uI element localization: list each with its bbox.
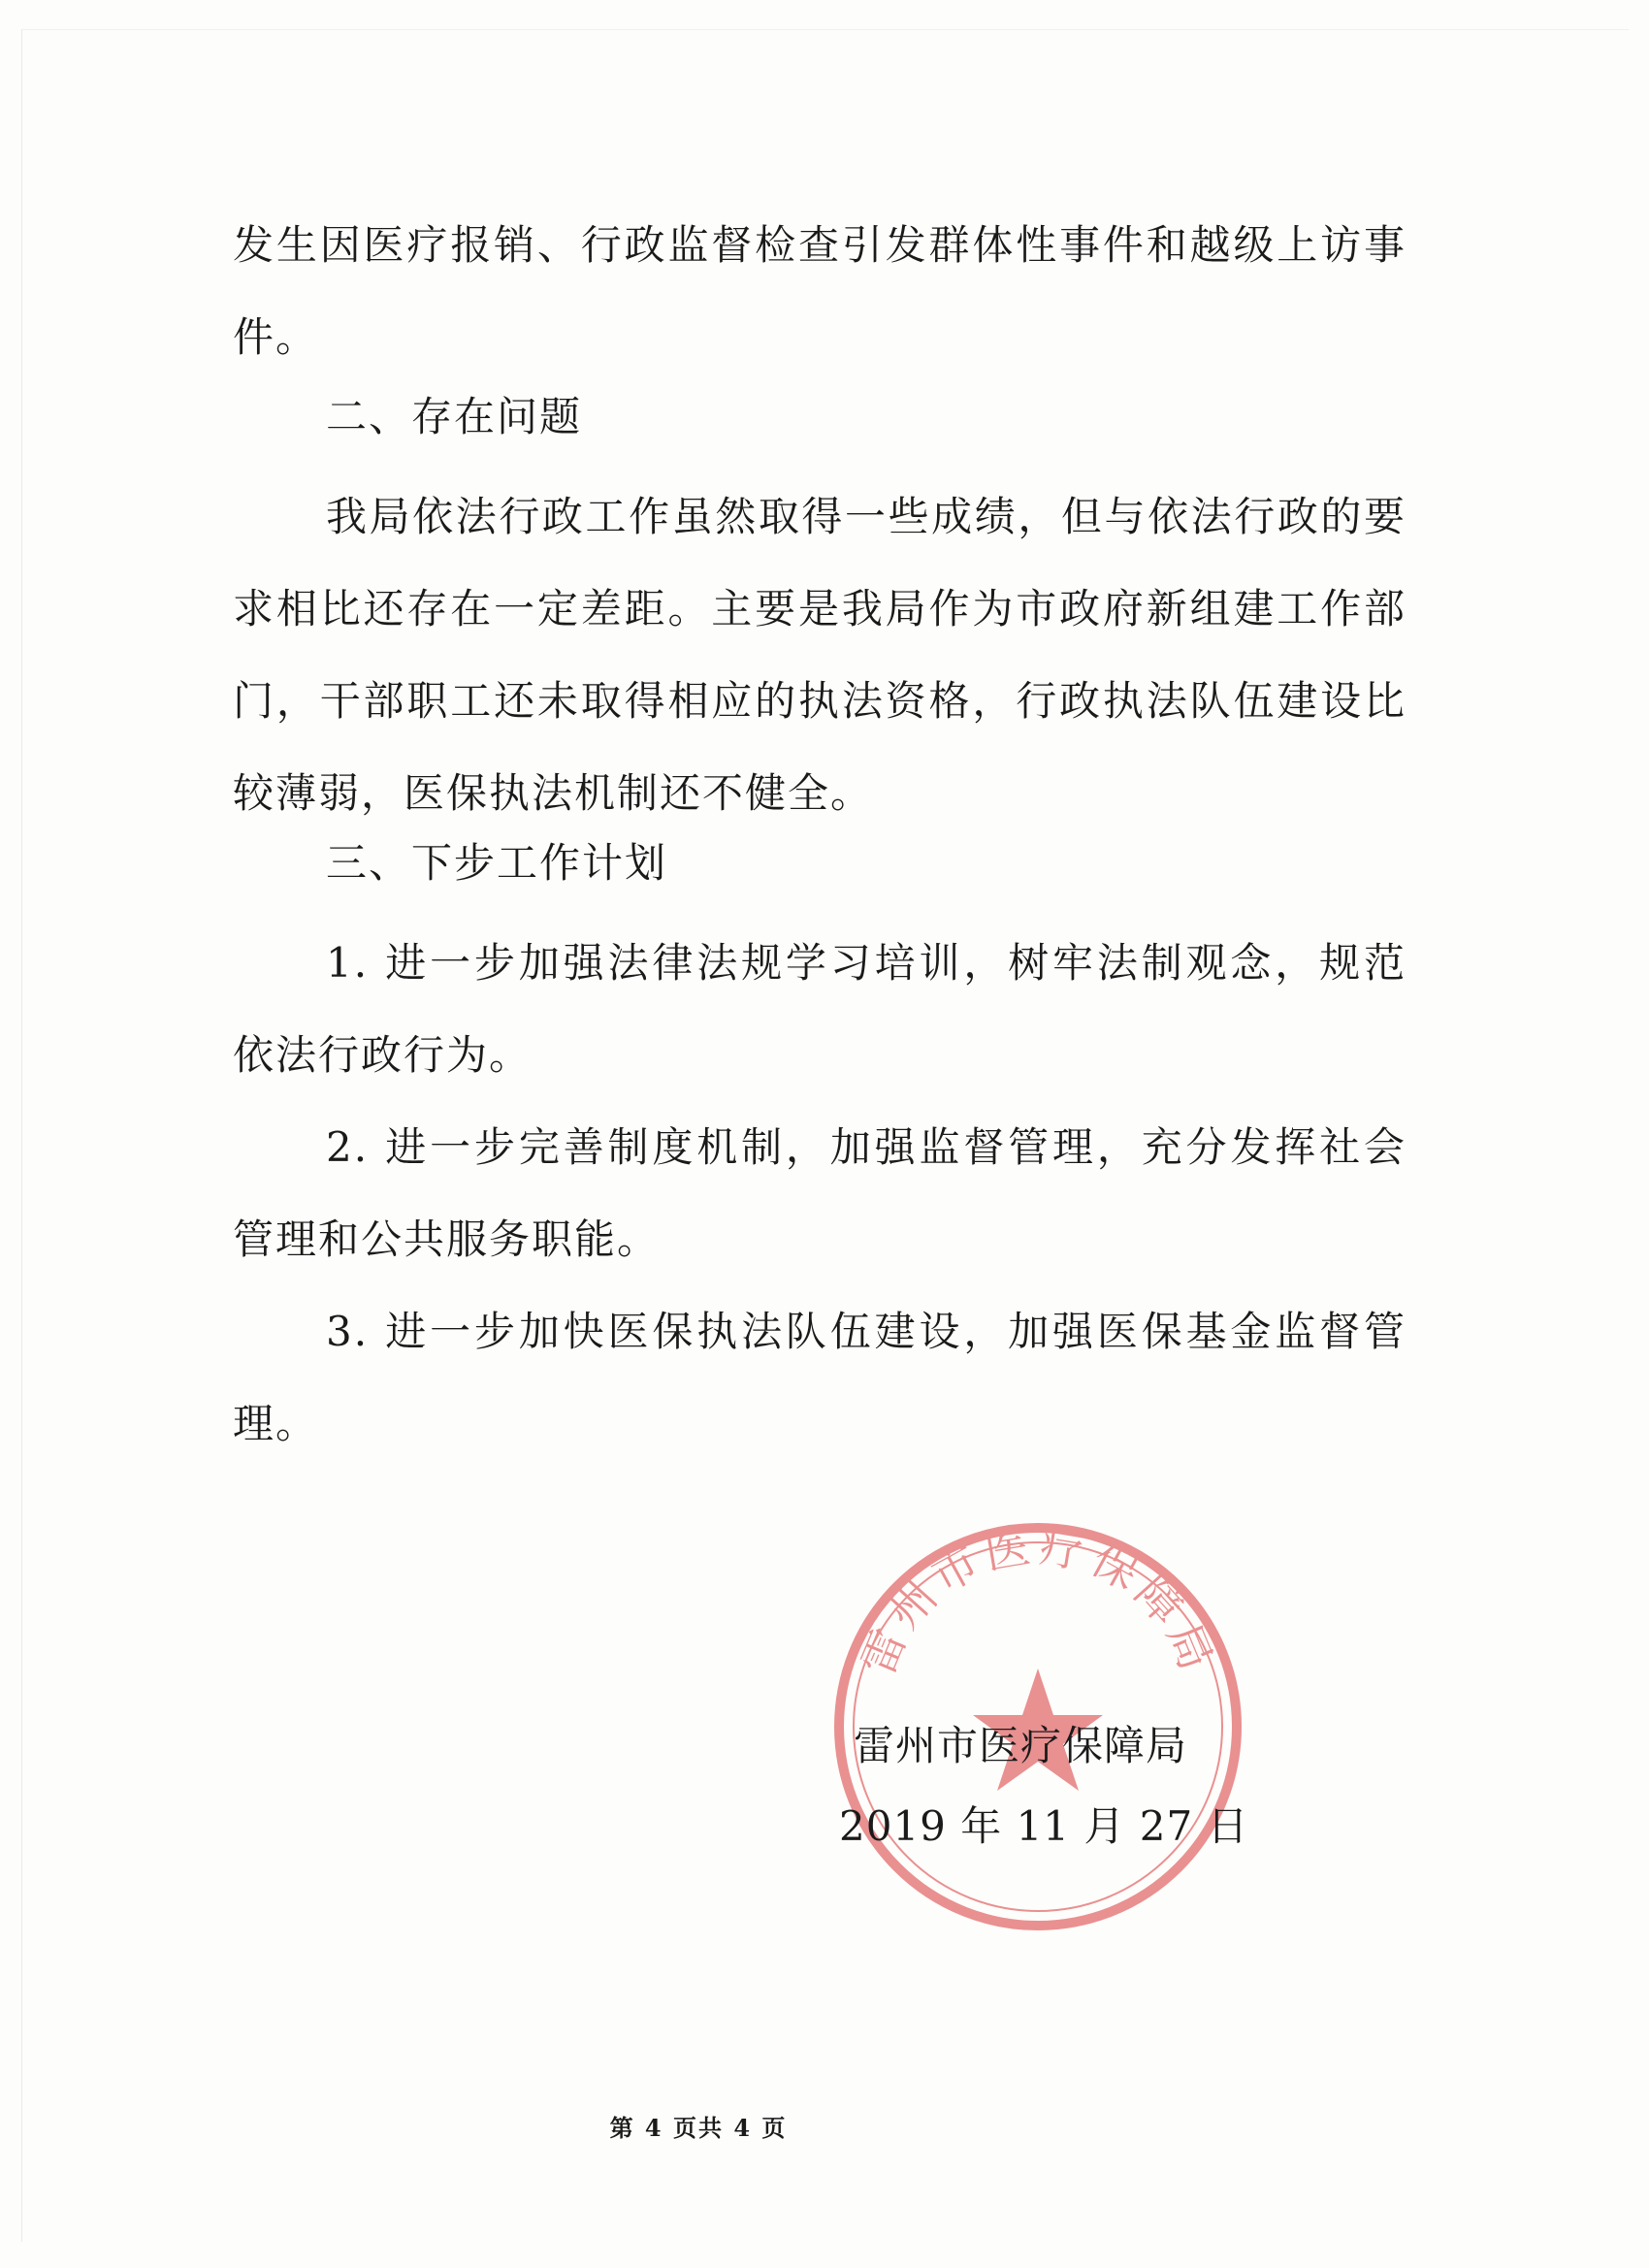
page-footer: 第 4 页共 4 页 [609, 2114, 788, 2142]
heading-problems: 二、存在问题 [326, 393, 583, 440]
svg-text:雷州市医疗保障局 [851, 1519, 1224, 1682]
seal-text: 雷州市医疗保障局 [851, 1519, 1225, 1683]
paragraph-problems: 我局依法行政工作虽然取得一些成绩，但与依法行政的要求相比还存在一定差距。主要是我局作为市政府新组建工作部门，干部职工还未取得相应的执法资格，行政执法队伍建设比较薄弱，医保执法机制还不健全。 [233, 493, 1406, 817]
signature-date: 2019 年 11 月 27 日 [839, 1802, 1249, 1850]
plan-item-3: 3. 进一步加快医保执法队伍建设，加强医保基金监督管理。 [233, 1308, 1406, 1447]
signature-organization: 雷州市医疗保障局 [854, 1722, 1188, 1769]
heading-plan: 三、下步工作计划 [326, 839, 668, 887]
plan-item-2: 2. 进一步完善制度机制，加强监督管理，充分发挥社会管理和公共服务职能。 [233, 1123, 1406, 1263]
paragraph-continuation: 发生因医疗报销、行政监督检查引发群体性事件和越级上访事件。 [233, 221, 1406, 361]
plan-item-1: 1. 进一步加强法律法规学习培训，树牢法制观念，规范依法行政行为。 [233, 939, 1406, 1079]
